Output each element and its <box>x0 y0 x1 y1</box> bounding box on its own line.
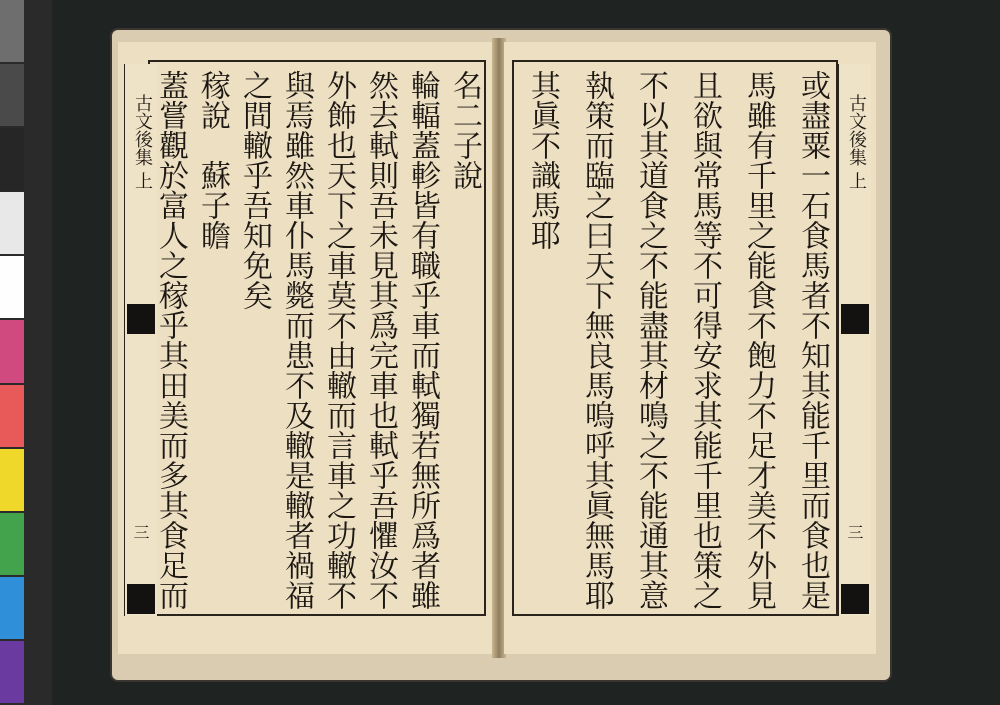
fishtail-mark <box>841 584 869 614</box>
left-page <box>118 42 496 654</box>
calibration-swatch <box>0 385 24 447</box>
calibration-swatch <box>0 192 24 254</box>
calibration-swatch <box>0 0 24 62</box>
text-column <box>630 70 670 610</box>
calibration-swatch <box>0 256 24 318</box>
text-column <box>360 70 400 610</box>
calibration-swatch <box>0 513 24 575</box>
fishtail-mark <box>841 304 869 334</box>
column-text: 其眞不識馬耶 <box>525 70 560 250</box>
text-column <box>234 70 274 610</box>
column-text: 馬雖有千里之能食不飽力不足才美不外見 <box>741 70 776 610</box>
column-text: 外飾也天下之車莫不由轍而言車之功轍不 <box>321 70 356 610</box>
text-column <box>192 70 232 610</box>
text-column <box>318 70 358 610</box>
text-column <box>576 70 616 610</box>
left-header-title: 古文後集 上 <box>132 94 153 190</box>
column-text: 且欲與常馬等不可得安求其能千里也策之 <box>687 70 722 610</box>
text-column <box>150 70 190 610</box>
text-column <box>402 70 442 610</box>
column-text: 執策而臨之曰天下無良馬嗚呼其眞無馬耶 <box>579 70 614 610</box>
right-page <box>504 42 876 654</box>
column-text: 蓋嘗觀於富人之稼乎其田美而多其食足而 <box>153 70 188 610</box>
column-text: 與焉雖然車仆馬斃而患不及轍是轍者禍福 <box>279 70 314 610</box>
text-column <box>522 70 562 610</box>
calibration-swatch <box>0 128 24 190</box>
left-page-number: 三 <box>131 524 150 540</box>
column-text: 然去軾則吾未見其爲完車也軾乎吾懼汝不 <box>363 70 398 610</box>
right-page-number: 三 <box>845 524 864 540</box>
color-calibration-strip <box>0 0 52 705</box>
calibration-swatch <box>0 641 24 703</box>
calibration-swatch <box>0 577 24 639</box>
column-text: 稼說 蘇子瞻 <box>195 70 230 250</box>
text-column <box>684 70 724 610</box>
calibration-swatch <box>0 64 24 126</box>
text-column <box>792 70 832 610</box>
column-text: 或盡粟一石食馬者不知其能千里而食也是 <box>795 70 830 610</box>
column-text: 之間轍乎吾知免矣 <box>237 70 272 310</box>
text-column <box>276 70 316 610</box>
calibration-swatch <box>0 320 24 382</box>
calibration-swatch <box>0 449 24 511</box>
right-page-margin-header <box>838 64 871 616</box>
open-book <box>112 30 890 680</box>
column-text: 不以其道食之不能盡其材鳴之不能通其意 <box>633 70 668 610</box>
right-header-title: 古文後集 上 <box>846 94 867 190</box>
column-text: 名二子說 <box>447 70 482 190</box>
text-column <box>444 70 484 610</box>
text-column <box>738 70 778 610</box>
column-text: 輪輻蓋軫皆有職乎車而軾獨若無所爲者雖 <box>405 70 440 610</box>
